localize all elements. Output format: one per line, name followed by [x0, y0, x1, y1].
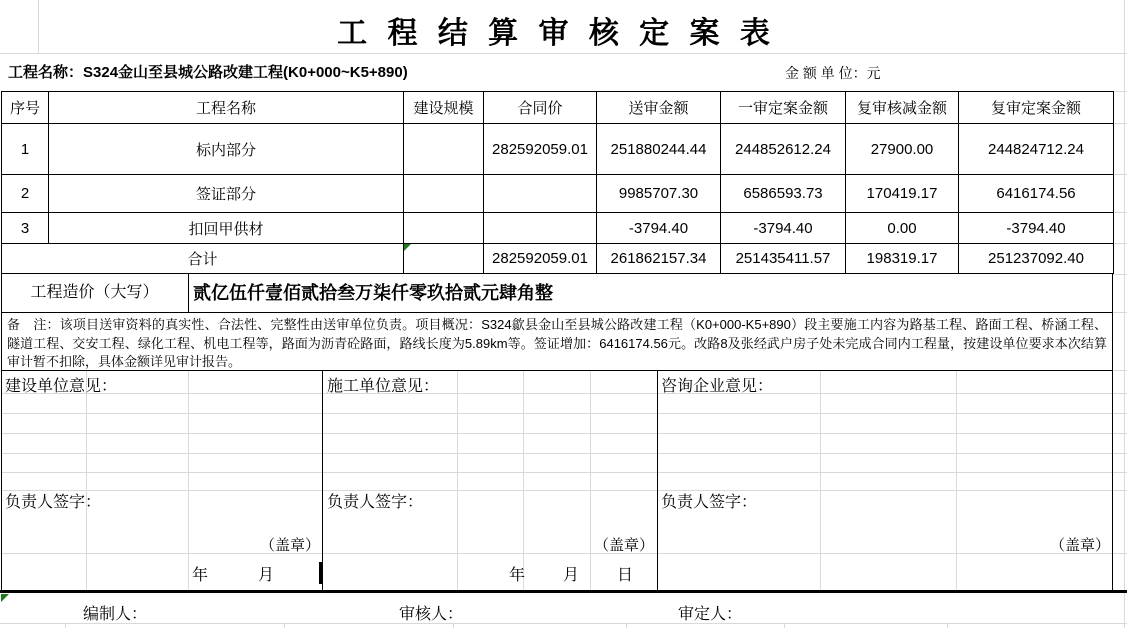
date-line: 年 月 日 [509, 567, 636, 584]
border-line [322, 370, 323, 590]
gridline [1113, 174, 1127, 175]
cell-name: 签证部分 [49, 175, 404, 213]
gridline [2, 433, 1127, 434]
gridline [956, 371, 957, 590]
cell-submit: 9985707.30 [597, 175, 721, 213]
seal-label: （盖章） [259, 537, 320, 554]
gridline [2, 472, 1127, 473]
cell-contract [484, 213, 597, 244]
gridline [284, 623, 285, 628]
error-indicator-icon [404, 244, 411, 251]
cell-name: 扣回甲供材 [49, 213, 404, 244]
cell-deduct: 170419.17 [846, 175, 959, 213]
border-line [1, 370, 1113, 371]
gridline [453, 623, 454, 628]
gridline [65, 623, 66, 628]
unit-label: 金 额 单 位：元 [785, 65, 881, 81]
total-deduct: 198319.17 [846, 244, 959, 274]
cell-final: 244824712.24 [959, 124, 1114, 175]
date-line: 年 月 [192, 567, 281, 584]
table-row [2, 124, 1114, 175]
gridline [0, 53, 1127, 54]
cell-first-review: -3794.40 [721, 213, 846, 244]
border-line [1, 370, 2, 590]
settlement-table [1, 91, 1114, 274]
gridline [947, 623, 948, 628]
error-indicator-icon [1, 594, 9, 602]
seal-label: （盖章） [1049, 537, 1110, 554]
total-submit: 261862157.34 [597, 244, 721, 274]
cell-seq: 1 [2, 124, 49, 175]
cell-seq: 3 [2, 213, 49, 244]
cost-in-words-label: 工程造价（大写） [30, 284, 159, 301]
column-header: 送审金额 [597, 92, 721, 124]
reviewer-label: 审核人： [399, 606, 464, 623]
column-header: 一审定案金额 [721, 92, 846, 124]
signature-label: 负责人签字： [661, 494, 758, 511]
border-line [1112, 274, 1113, 371]
consultant-opinion-title: 咨询企业意见： [661, 378, 774, 395]
cell-deduct: 0.00 [846, 213, 959, 244]
border-line [1112, 370, 1113, 590]
cell-scale [404, 175, 484, 213]
gridline [2, 413, 1127, 414]
table-row [2, 213, 1114, 244]
total-final: 251237092.40 [959, 244, 1114, 274]
gridline [784, 623, 785, 628]
total-first-review: 251435411.57 [721, 244, 846, 274]
cell-deduct: 27900.00 [846, 124, 959, 175]
total-contract: 282592059.01 [484, 244, 597, 274]
cell-contract [484, 175, 597, 213]
project-name-line: 工程名称：S324金山至县城公路改建工程(K0+000~K5+890) [8, 64, 408, 81]
gridline [1113, 274, 1127, 275]
gridline [1113, 370, 1127, 371]
gridline [2, 490, 1127, 491]
cell-seq: 2 [2, 175, 49, 213]
gridline [1113, 123, 1127, 124]
cost-in-words-value: 贰亿伍仟壹佰贰拾叁万柒仟零玖拾贰元肆角整 [193, 283, 553, 303]
seal-label: （盖章） [593, 537, 654, 554]
gridline [1113, 243, 1127, 244]
column-header: 复审核减金额 [846, 92, 959, 124]
cell-first-review: 244852612.24 [721, 124, 846, 175]
cell-contract: 282592059.01 [484, 124, 597, 175]
preparer-label: 编制人： [83, 606, 148, 623]
approver-label: 审定人： [678, 606, 743, 623]
cursor-bar [319, 562, 322, 584]
border-line [188, 274, 189, 313]
page-title: 工 程 结 算 审 核 定 案 表 [337, 17, 776, 50]
cell-name: 标内部分 [49, 124, 404, 175]
column-header: 合同价 [484, 92, 597, 124]
cell-scale [404, 124, 484, 175]
table-header-row [2, 92, 1114, 124]
gridline [1113, 91, 1127, 92]
total-scale [404, 244, 484, 274]
gridline [1124, 0, 1125, 628]
contractor-opinion-title: 施工单位意见： [327, 378, 440, 395]
remark-text: 备 注：该项目送审资料的真实性、合法性、完整性由送审单位负责。项目概况：S324歙县金山至县城公路改建工程（K0+000-K5+890）段主要施工内容为路基工程、路面工程、桥涵工程、隧道工程、交安工程、绿化工程、机电工程等，路面为沥青砼路面，路线长度为5.89km等。签证增加：6416174.56元。改路8及张经武户房子处未完成合同内工程量，按建设单位要求本次结算审计暂不扣除，具体金额详见审计报告。 [7, 317, 1107, 369]
gridline [457, 371, 458, 590]
cell-submit: -3794.40 [597, 213, 721, 244]
signature-label: 负责人签字： [5, 494, 102, 511]
gridline [86, 371, 87, 590]
gridline [0, 623, 1127, 624]
gridline [626, 623, 627, 628]
table-row [2, 175, 1114, 213]
cell-final: -3794.40 [959, 213, 1114, 244]
gridline [1113, 312, 1127, 313]
gridline [523, 371, 524, 590]
gridline [590, 371, 591, 590]
total-label: 合计 [2, 244, 404, 274]
gridline [1113, 212, 1127, 213]
gridline [820, 371, 821, 590]
gridline [188, 371, 189, 590]
signature-label: 负责人签字： [327, 494, 424, 511]
column-header: 序号 [2, 92, 49, 124]
column-header: 复审定案金额 [959, 92, 1114, 124]
gridline [2, 393, 1127, 394]
builder-opinion-title: 建设单位意见： [5, 378, 118, 395]
column-header: 建设规模 [404, 92, 484, 124]
gridline [2, 453, 1127, 454]
cell-submit: 251880244.44 [597, 124, 721, 175]
column-header: 工程名称 [49, 92, 404, 124]
border-line [657, 370, 658, 590]
total-row [2, 244, 1114, 274]
border-line-thick [0, 590, 1127, 593]
cell-final: 6416174.56 [959, 175, 1114, 213]
cell-scale [404, 213, 484, 244]
cell-first-review: 6586593.73 [721, 175, 846, 213]
